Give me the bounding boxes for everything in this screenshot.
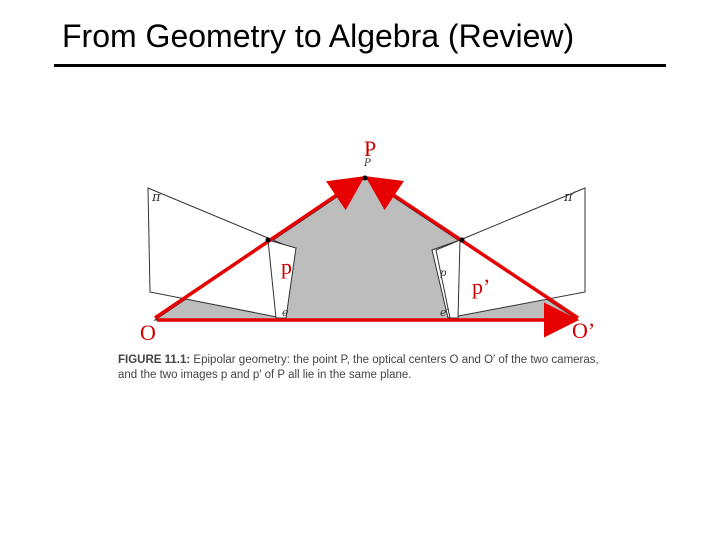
point-P-dot (363, 176, 368, 181)
label-O-prime: O’ (572, 318, 596, 343)
label-p: p (281, 254, 292, 279)
caption-text: Epipolar geometry: the point P, the optical centers O and O′ of the two cameras, and the two images p and p′ of P all lie in the same plane. (118, 354, 599, 381)
figure-caption (118, 353, 618, 383)
label-pi: π (152, 190, 161, 205)
label-pi-prime: π′ (564, 190, 576, 205)
point-p-dot (266, 238, 271, 243)
slide-title: From Geometry to Algebra (Review) (62, 18, 575, 54)
point-pprime-dot (460, 238, 465, 243)
label-O: O (140, 320, 156, 345)
label-e: e (282, 306, 289, 319)
caption-figure-ref: FIGURE 11.1: (118, 354, 191, 366)
label-P-small: P (364, 158, 371, 169)
label-p-prime: p’ (472, 274, 491, 299)
label-p-small: p (440, 268, 447, 279)
label-P: P (364, 136, 377, 161)
label-e-prime: e′ (440, 306, 450, 319)
